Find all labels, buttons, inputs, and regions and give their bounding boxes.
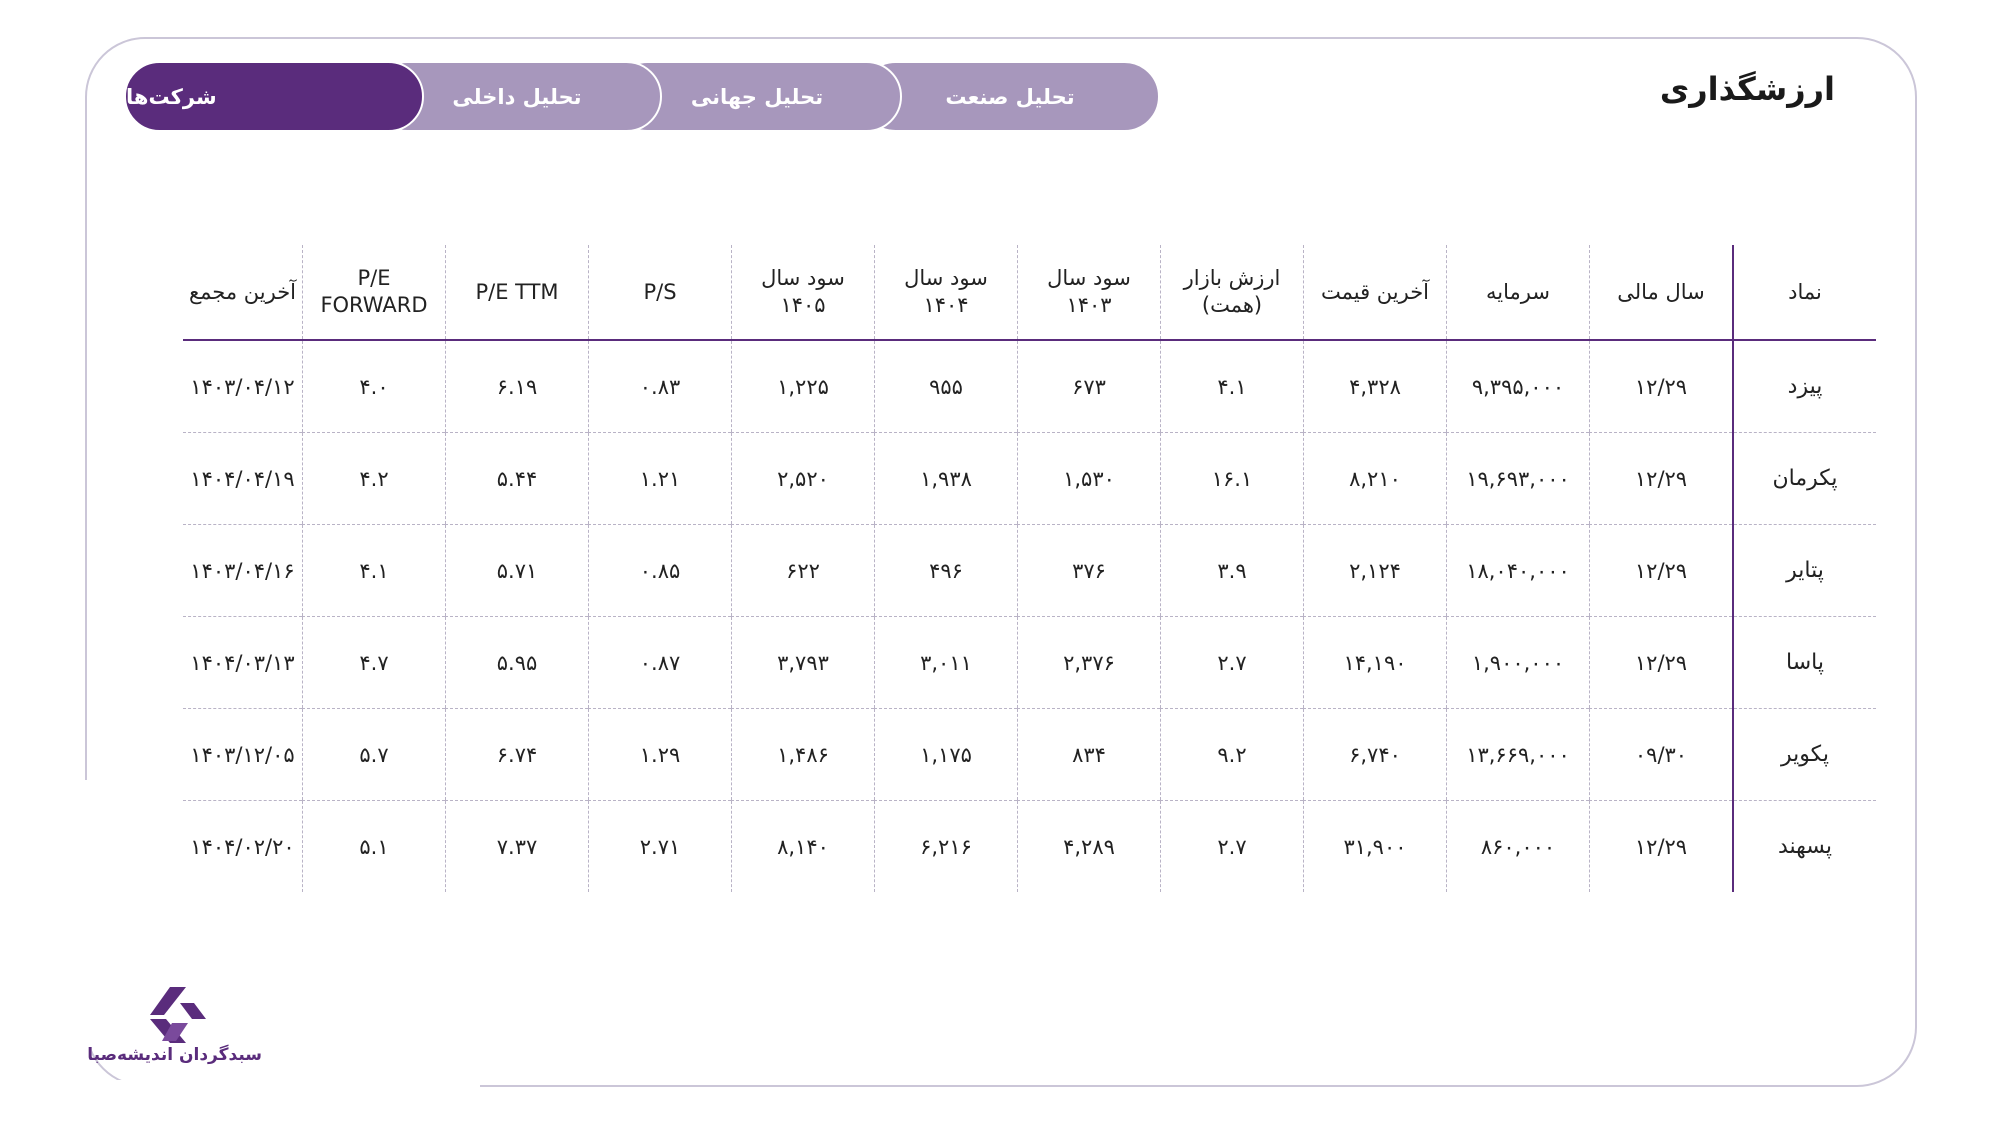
table-cell: ۴۹۶ [875,525,1018,617]
table-cell: ۶۲۲ [732,525,875,617]
column-header: سود سال ۱۴۰۴ [875,245,1018,340]
table-cell: ۱.۲۹ [589,709,732,801]
table-cell: ۱,۹۰۰,۰۰۰ [1447,617,1590,709]
table-row [183,525,1876,617]
table-cell: ۱۲/۲۹ [1590,801,1734,893]
symbol-cell: پکرمان [1733,433,1876,525]
table-cell: ۰.۸۳ [589,340,732,433]
table-cell: ۹,۳۹۵,۰۰۰ [1447,340,1590,433]
table-cell: ۶۷۳ [1018,340,1161,433]
table-cell: ۵.۱ [303,801,446,893]
column-header: آخرین قیمت [1304,245,1447,340]
table-cell: ۰.۸۵ [589,525,732,617]
table-cell: ۱۴۰۴/۰۳/۱۳ [183,617,303,709]
table-cell: ۷.۳۷ [446,801,589,893]
logo-mark-icon [142,985,212,1045]
table-cell: ۴.۲ [303,433,446,525]
column-header: ارزش بازار (همت) [1161,245,1304,340]
table-cell: ۱۴۰۳/۱۲/۰۵ [183,709,303,801]
table-cell: ۳,۷۹۳ [732,617,875,709]
tab-companies[interactable]: شرکت‌ها [124,61,424,132]
table-cell: ۱۸,۰۴۰,۰۰۰ [1447,525,1590,617]
table-cell: ۹.۲ [1161,709,1304,801]
table-cell: ۵.۹۵ [446,617,589,709]
column-header: نماد [1733,245,1876,340]
page-title: ارزشگذاری [1659,70,1835,108]
table-cell: ۲.۷۱ [589,801,732,893]
table-cell: ۱.۲۱ [589,433,732,525]
column-header: P/S [589,245,732,340]
table-cell: ۲,۱۲۴ [1304,525,1447,617]
table-cell: ۵.۷۱ [446,525,589,617]
table-cell: ۳.۹ [1161,525,1304,617]
column-header: سرمایه [1447,245,1590,340]
table-row [183,340,1876,433]
table-cell: ۱۴۰۳/۰۴/۱۲ [183,340,303,433]
table-cell: ۱۲/۲۹ [1590,525,1734,617]
table-cell: ۱۲/۲۹ [1590,340,1734,433]
valuation-table-container [183,245,1840,892]
column-header: سود سال ۱۴۰۳ [1018,245,1161,340]
table-cell: ۱۴۰۴/۰۲/۲۰ [183,801,303,893]
table-cell: ۸,۱۴۰ [732,801,875,893]
table-cell: ۲.۷ [1161,617,1304,709]
table-cell: ۱,۴۸۶ [732,709,875,801]
table-cell: ۱۲/۲۹ [1590,617,1734,709]
table-cell: ۶.۷۴ [446,709,589,801]
table-cell: ۱۴۰۴/۰۴/۱۹ [183,433,303,525]
table-cell: ۳۱,۹۰۰ [1304,801,1447,893]
column-header: P/E TTM [446,245,589,340]
logo-text: سبدگردان اندیشه‌صبا [87,1045,262,1065]
table-cell: ۵.۷ [303,709,446,801]
table-cell: ۲,۵۲۰ [732,433,875,525]
symbol-cell: پکویر [1733,709,1876,801]
table-header-row [183,245,1876,340]
symbol-cell: پاسا [1733,617,1876,709]
column-header: P/E FORWARD [303,245,446,340]
table-row [183,709,1876,801]
table-cell: ۱۹,۶۹۳,۰۰۰ [1447,433,1590,525]
table-cell: ۴.۷ [303,617,446,709]
table-cell: ۱۲/۲۹ [1590,433,1734,525]
table-cell: ۴,۲۸۹ [1018,801,1161,893]
company-logo [87,985,262,1085]
table-cell: ۰۹/۳۰ [1590,709,1734,801]
table-cell: ۳۷۶ [1018,525,1161,617]
symbol-cell: پسهند [1733,801,1876,893]
tab-industry-analysis[interactable]: تحلیل صنعت [860,61,1160,132]
table-cell: ۸۳۴ [1018,709,1161,801]
table-cell: ۶,۷۴۰ [1304,709,1447,801]
table-cell: ۴.۰ [303,340,446,433]
table-cell: ۱,۱۷۵ [875,709,1018,801]
tab-global-analysis[interactable]: تحلیل جهانی [612,61,902,132]
table-cell: ۱۴,۱۹۰ [1304,617,1447,709]
table-cell: ۱۶.۱ [1161,433,1304,525]
table-row [183,433,1876,525]
table-cell: ۸۶۰,۰۰۰ [1447,801,1590,893]
table-cell: ۸,۲۱۰ [1304,433,1447,525]
table-cell: ۰.۸۷ [589,617,732,709]
column-header: سال مالی [1590,245,1734,340]
table-cell: ۶.۱۹ [446,340,589,433]
table-cell: ۱۴۰۳/۰۴/۱۶ [183,525,303,617]
table-cell: ۴.۱ [1161,340,1304,433]
table-cell: ۳,۰۱۱ [875,617,1018,709]
tab-domestic-analysis[interactable]: تحلیل داخلی [372,61,662,132]
table-row [183,617,1876,709]
table-cell: ۶,۲۱۶ [875,801,1018,893]
symbol-cell: پتایر [1733,525,1876,617]
symbol-cell: پیزد [1733,340,1876,433]
table-cell: ۲.۷ [1161,801,1304,893]
table-cell: ۹۵۵ [875,340,1018,433]
table-cell: ۵.۴۴ [446,433,589,525]
table-cell: ۲,۳۷۶ [1018,617,1161,709]
table-cell: ۱,۵۳۰ [1018,433,1161,525]
table-cell: ۱,۲۲۵ [732,340,875,433]
column-header: سود سال ۱۴۰۵ [732,245,875,340]
valuation-table [183,245,1876,892]
table-row [183,801,1876,893]
table-cell: ۴.۱ [303,525,446,617]
table-cell: ۴,۳۲۸ [1304,340,1447,433]
table-cell: ۱,۹۳۸ [875,433,1018,525]
column-header: آخرین مجمع [183,245,303,340]
frame-gap [80,780,92,1125]
table-cell: ۱۳,۶۶۹,۰۰۰ [1447,709,1590,801]
table-body [183,340,1876,892]
tab-bar [124,61,1160,132]
